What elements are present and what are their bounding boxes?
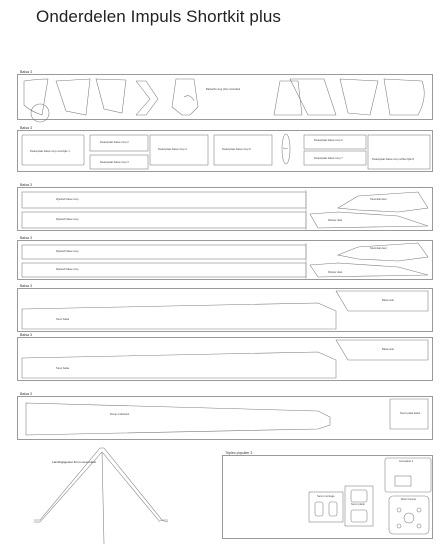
sheet-label: Triplex populier 3 <box>225 451 253 455</box>
wing-rib-9 <box>384 79 424 115</box>
part-label: Rolroer deel <box>328 219 343 222</box>
sheet-label: Balsa 3 <box>20 333 32 337</box>
part-label: Dwarsplaat balsa romp 6 <box>314 139 343 142</box>
sheet-2-parts <box>18 131 434 173</box>
part-label: Spant <box>283 148 288 150</box>
part-label: Rolroer deel <box>328 271 343 274</box>
part-label: Landingsgestel 3mm verenstaal <box>52 460 96 464</box>
wing-rib-3 <box>96 79 126 113</box>
part-label: Zijwand balsa romp <box>56 250 79 253</box>
sheet-label: Balsa 3 <box>20 284 32 288</box>
wing-rib-2 <box>56 79 90 115</box>
wing-rib-7 <box>290 79 336 115</box>
sheet-7 <box>17 392 433 440</box>
sheet-8 <box>222 451 433 539</box>
sheet-5-parts <box>18 289 434 333</box>
landing-gear-drawing <box>32 446 182 546</box>
part-label: Stuur balsa <box>56 318 70 321</box>
part-label: Stuurvlak deel <box>370 198 387 201</box>
part-label: Servo plaat balsa <box>400 412 421 415</box>
sheet-7-parts <box>18 397 434 441</box>
page-title: Onderdelen Impuls Shortkit plus <box>36 7 282 26</box>
part-label: Dwarsplaat balsa romp 5 <box>222 148 251 151</box>
part-label: Balsaribs vlug (ribs coretabel) <box>206 88 241 91</box>
landing-gear-shape <box>32 446 182 546</box>
wing-rib-1 <box>24 79 48 115</box>
part-label: Motor bevest. <box>401 498 417 501</box>
sheet-label: Balsa 3 <box>20 126 32 130</box>
part-label: Balsa stuk <box>382 348 394 351</box>
part-label: Stuurvlak deel <box>370 247 387 250</box>
wing-rib-6 <box>274 81 302 115</box>
sheet-1 <box>17 70 433 120</box>
part-label: Stuur balsa <box>56 367 70 370</box>
part-label: Zijwand balsa romp <box>56 198 79 201</box>
wing-rib-8 <box>340 79 378 115</box>
sheet-4 <box>17 236 433 280</box>
sheet-5 <box>17 284 433 332</box>
part-label: Dwarsplaat balsa romp achterzijde 8 <box>372 158 414 161</box>
part-label: Dwarsplaat balsa romp 4 <box>158 148 187 151</box>
sheet-label: Balsa 3 <box>20 236 32 240</box>
part-label: Zijwand balsa romp <box>56 218 79 221</box>
wing-rib-4 <box>136 81 158 115</box>
sheet-6-parts <box>18 338 434 382</box>
part-label: Dwarsplaat balsa romp voorzijde 1 <box>30 150 70 153</box>
sheet-3 <box>17 183 433 231</box>
part-label: Dwarsplaat balsa romp 3 <box>100 161 129 164</box>
part-label: Servo montage <box>317 495 335 498</box>
part-label: Dwarsplaat balsa romp 7 <box>314 157 343 160</box>
sheet-3-parts <box>18 188 434 232</box>
sheet-label: Balsa 3 <box>20 70 32 74</box>
sheet-label: Balsa 3 <box>20 183 32 187</box>
part-label: Dwarsplaat balsa romp 2 <box>100 141 129 144</box>
sheet-1-parts <box>18 75 434 121</box>
wing-rib-5 <box>172 79 198 115</box>
sheet-2 <box>17 126 433 172</box>
part-label: Servo plank <box>351 503 365 506</box>
sheet-6 <box>17 333 433 381</box>
part-label: Romp onderkant <box>110 413 130 416</box>
part-label: Balsa stuk <box>382 299 394 302</box>
part-label: Zijwand balsa romp <box>56 268 79 271</box>
part-label: Accuplank 2 <box>399 460 414 463</box>
sheet-label: Balsa 3 <box>20 392 32 396</box>
